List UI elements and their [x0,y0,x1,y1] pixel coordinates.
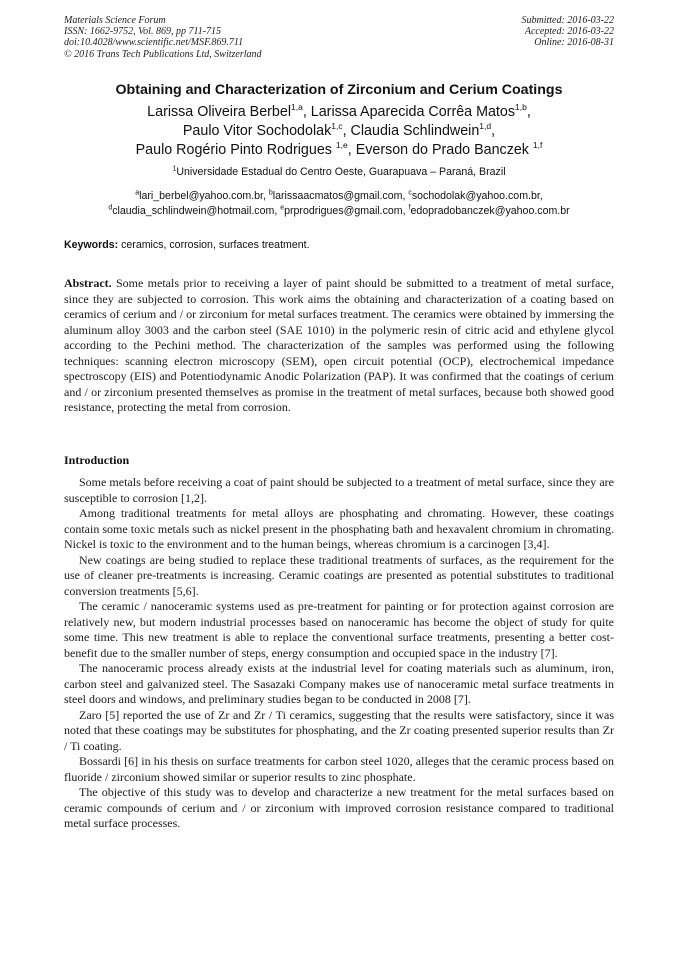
author-name: Paulo Rogério Pinto Rodrigues [135,142,336,158]
email-b[interactable]: larissaacmatos@gmail.com [272,190,403,202]
section-heading-introduction: Introduction [64,453,130,467]
author-name: Larissa Oliveira Berbel [147,104,291,120]
author-line-1: Larissa Oliveira Berbel$^{1,a}$, Larissa Aparecida Corrêa Matos$^{1,b}$, [147,102,531,120]
email-f[interactable]: edopradobanczek@yahoo.com.br [410,205,570,218]
keywords-text: ceramics, corrosion, surfaces treatment. [118,239,310,251]
author-sup: 1,a [291,102,303,113]
journal-info [64,15,262,60]
abstract-label: Abstract. [64,276,112,290]
author-name: Claudia Schlindwein [350,123,480,139]
keywords-label: Keywords: [64,239,119,251]
date-submitted: Submitted: 2016-03-22 [521,15,614,26]
email-list [40,189,638,220]
author-list [40,103,638,160]
affiliation-text: Universidade Estadual do Centro Oeste, Guarapuava – Paraná, Brazil [176,166,506,178]
email-line-1: $^a$lari_berbel@yahoo.com.br, $^b$larissaacmatos@gmail.com, $^c$sochodolak@yahoo.com.br, [135,189,543,202]
author-name: Everson do Prado Banczek [355,142,533,158]
date-online: Online: 2016-08-31 [534,37,614,49]
email-c[interactable]: sochodolak@yahoo.com.br [411,190,540,202]
paragraph: New coatings are being studied to replace these traditional treatments of surfaces, as the requirement for the use of cleaner pre-treatments is increasing. Ceramic coatings are presented as potential substitutes to traditional conversion treatments [5,6]. [64,552,614,598]
paragraph: The objective of this study was to develop and characterize a new treatment for the metal surfaces based on ceramic compounds of cerium and / or zirconium with improved corrosion resistance compared to traditional metal surface processes. [64,785,614,830]
author-line-3: Paulo Rogério Pinto Rodrigues $^{1,e}$, Everson do Prado Banczek $^{1,f}$ [135,140,543,158]
email-line-2: $^d$claudia_schlindwein@hotmail.com, $^e$prprodrigues@gmail.com, $^f$edopradobanczek@yahoo.com.br [108,204,570,218]
publication-dates [522,15,615,49]
affiliation-sup: 1 [172,165,177,173]
paragraph: Some metals before receiving a coat of paint should be subjected to a treatment of metal surface, since they are susceptible to corrosion [1,2]. [64,475,614,505]
abstract [64,276,614,416]
email-a[interactable]: lari_berbel@yahoo.com.br [139,190,263,202]
journal-name: Materials Science Forum [64,15,166,26]
keywords [64,239,614,251]
email-d[interactable]: claudia_schlindwein@hotmail.com [112,205,275,218]
author-sup: 1,f [532,140,543,151]
date-accepted: Accepted: 2016-03-22 [524,26,614,38]
journal-issn: ISSN: 1662-9752, Vol. 869, pp 711-715 [64,26,222,38]
paragraph: The ceramic / nanoceramic systems used as pre-treatment for painting or for protection against corrosion are relatively new, but modern industrial processes based on nanoceramic has become the object of study for quite some time. This new treatment is able to replace the conventional surface treatments, presenting a better cost-benefit due to the smaller number of steps, energy consumption and occupied space in the industry [7]. [64,599,614,660]
paragraph: The nanoceramic process already exists at the industrial level for coating materials such as aluminum, iron, carbon steel and galvanized steel. The Sasazaki Company makes use of nanoceramic metal surface treatments in steel doors and windows, and preliminary studies began to be conducted in 2008 [7]. [64,661,614,706]
paragraph: Zaro [5] reported the use of Zr and Zr / Ti ceramics, suggesting that the results were satisfactory, since it was noted that these coatings may be substitutes for phosphating, and the Zr coating presented superior results than Zr / Ti coating. [64,707,614,753]
author-sup: 1,d [479,121,492,132]
journal-copyright: © 2016 Trans Tech Publications Ltd, Switzerland [64,48,262,60]
abstract-text: Some metals prior to receiving a layer of paint should be submitted to a treatment of metal surface, since they are subjected to corrosion. This work aims the obtaining and characterization of a coating based on ceramics of cerium and / or zirconium for metal surfaces treatment. The ceramics were obtained by immersing the aluminum alloy 3003 and the carbon steel (SAE 1010) in the polymeric resin of citric acid and ethylene glycol according to the Pechini method. The characterization of the samples was performed using the following techniques: scanning electron microscopy (SEM), open circuit potential (OCP), electrochemical impedance spectroscopy (EIS) and Potentiodynamic Anodic Polarization (PAP). It was confirmed that the coatings of cerium and / or zirconium presented themselves as promise in the treatment of metal surfaces, because both showed good resistance, protecting the metal from corrosion. [64,276,614,414]
author-name: Paulo Vitor Sochodolak [182,123,332,139]
paragraph: Among traditional treatments for metal alloys are phosphating and chromating. However, these coatings contain some toxic metals such as nickel present in the phosphating bath and hexavalent chromium in chromating. Nickel is toxic to the environment and to the human beings, whereas chromium is a carcinogen [3,4]. [64,506,614,551]
author-sup: 1,b [515,102,527,113]
email-e[interactable]: prprodrigues@gmail.com [284,205,403,218]
author-line-2: Paulo Vitor Sochodolak$^{1,c}$, Claudia Schlindwein$^{1,d}$, [182,121,496,139]
paragraph: Bossardi [6] in his thesis on surface treatments for carbon steel 1020, alleges that the ceramic process based on fluoride / zirconium showed similar or superior results to zinc phosphate. [64,754,614,784]
journal-doi: doi:10.4028/www.scientific.net/MSF.869.711 [64,37,244,49]
author-name: Larissa Aparecida Corrêa Matos [310,104,516,120]
author-sup: 1,e [335,140,348,151]
affiliation [40,166,638,178]
author-sup: 1,c [331,121,343,132]
introduction-body [64,475,614,832]
paper-title: Obtaining and Characterization of Zirconium and Cerium Coatings [115,82,563,98]
